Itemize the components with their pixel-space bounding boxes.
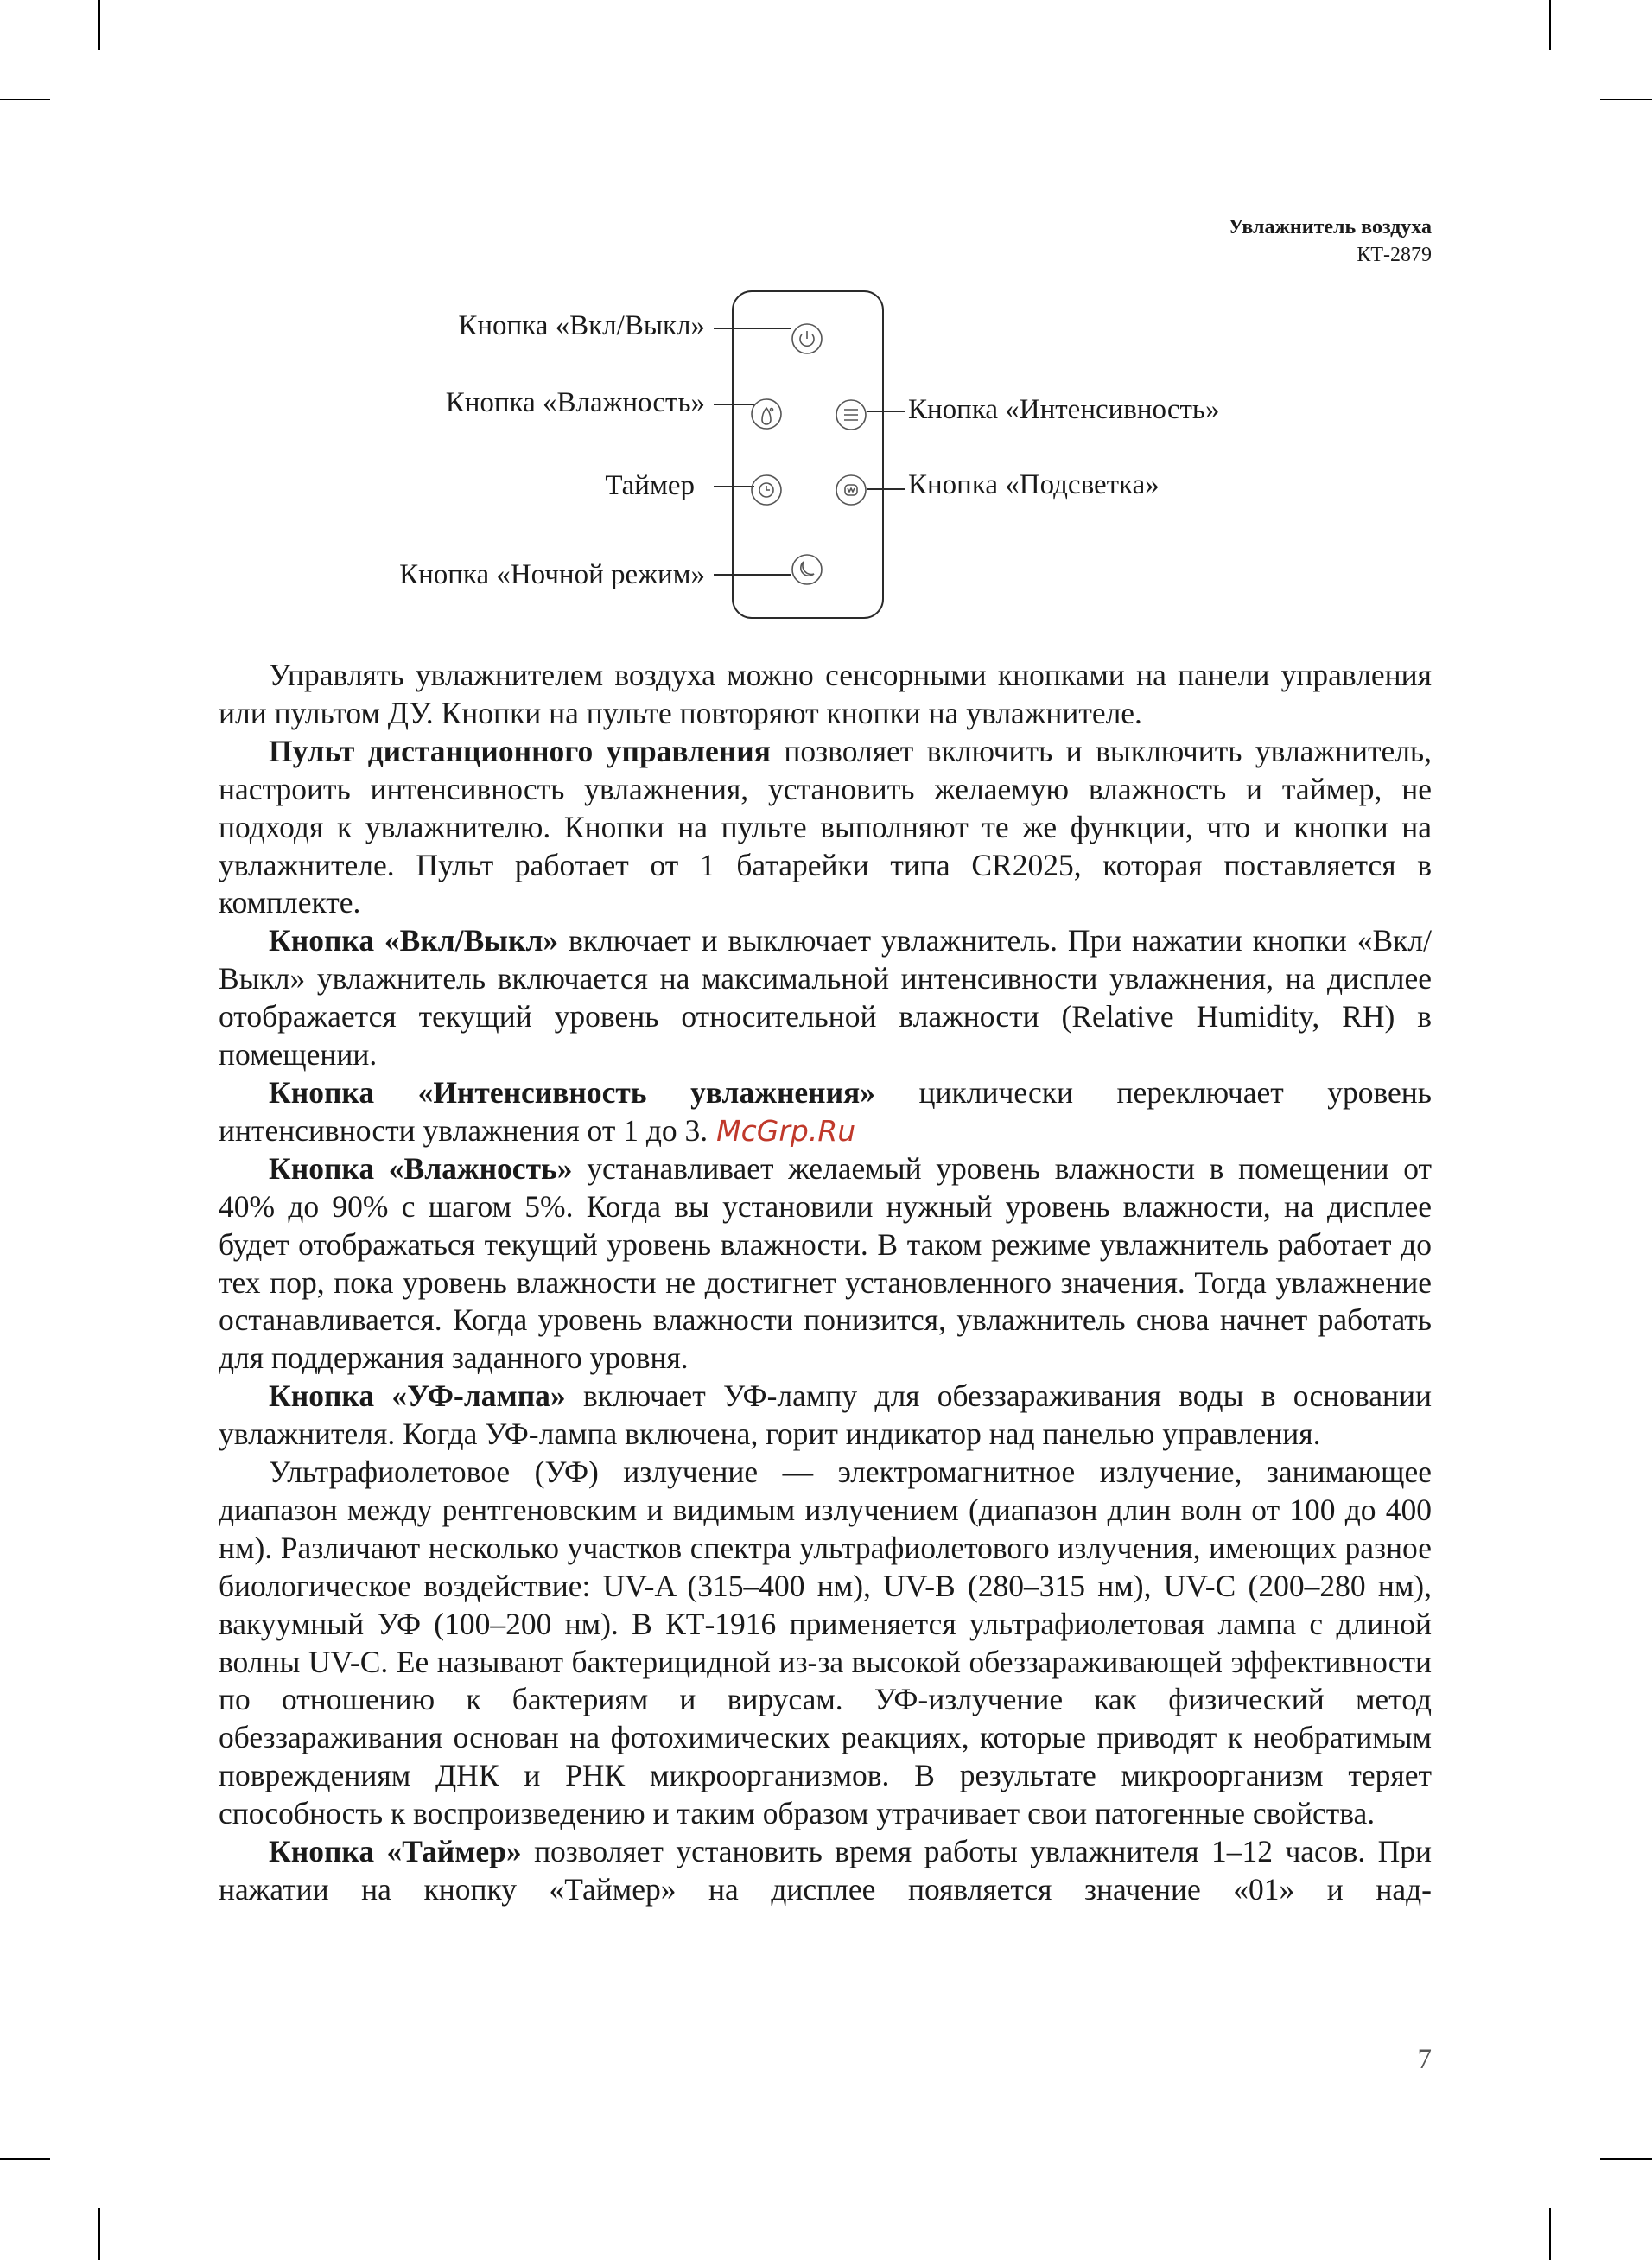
crop-mark [1600,2158,1652,2160]
timer-icon [752,475,781,505]
label-night: Кнопка «Ночной режим» [399,559,705,590]
paragraph: Управлять увлажнителем воздуха можно сенсорными кнопками на панели управления или пультом ДУ. Кнопки на пульте повторяют кнопки на увлажнителе. [219,658,1432,730]
backlight-icon [836,475,866,505]
crop-mark [98,2208,100,2260]
paragraph: Кнопка «Таймер» позволяет установить время работы увлажнителя 1–12 часов. При нажатии на кнопку «Таймер» на дисплее появляется значение «01» и над- [219,1834,1432,1907]
label-intensity: Кнопка «Интенсивность» [908,394,1220,425]
paragraph: Кнопка «Влажность» устанавливает желаемый уровень влажности в помещении от 40% до 90% с шагом 5%. Когда вы установили нужный уровень влажности, на дисплее будет отображаться текущий уровень влажности. В таком режиме увлажнитель работает до тех пор, пока уровень влажности не достигнет установленного значения. Тогда увлажнение останавливается. Когда уровень влажности понизится, увлажнитель снова начнет работать для поддержания заданного уровня. [219,1150,1432,1376]
droplet-percent-icon [752,399,781,429]
paragraph: Кнопка «Интенсивность увлажнения» циклически переключает уровень интенсивности увлажнения от 1 до 3. McGrp.Ru [219,1074,1432,1148]
intensity-icon [836,400,866,430]
watermark-link[interactable]: McGrp.Ru [716,1113,856,1148]
crop-mark [1549,2208,1551,2260]
label-power: Кнопка «Вкл/Выкл» [458,310,705,341]
body-text [219,657,1432,1909]
remote-control-diagram [0,0,1652,640]
remote-body [733,291,883,618]
paragraph: Кнопка «УФ-лампа» включает УФ-лампу для обеззараживания воды в основании увлажнителя. Когда УФ-лампа включена, горит индикатор над панелью управления. [219,1378,1432,1452]
header-model: КТ-2879 [1357,244,1432,266]
page-number: 7 [1417,2044,1432,2075]
power-icon [792,324,822,353]
night-mode-icon [792,555,822,584]
header-title: Увлажнитель воздуха [1228,216,1432,239]
paragraph: Пульт дистанционного управления позволяет включить и выключить увлажнитель, настроить интенсивность увлажнения, установить желаемую влажность и таймер, не подходя к увлажнителю. Кнопки на пульте выполняют те же функции, что и кнопки на увлажнителе. Пульт работает от 1 батарейки типа CR2025, которая поставляется в комплекте. [219,733,1432,920]
paragraph: Ультрафиолетовое (УФ) излучение — электромагнитное излучение, занимающее диапазон между рентгеновским и видимым излучением (диапазон длин волн от 100 до 400 нм). Различают несколько участков спектра ультрафиолетового излучения, имеющих разное биологическое воздействие: UV-A (315–400 нм), UV-B (280–315 нм), UV-C (200–280 нм), вакуумный УФ (100–200 нм). В КТ-1916 применяется ультрафиолетовая лампа с длиной волны UV-C. Ее называют бактерицидной из-за высокой обеззараживающей эффективности по отношению к бактериям и вирусам. УФ-излучение как физический метод обеззараживания основан на фотохимических реакциях, которые приводят к необратимым повреждениям ДНК и РНК микроорганизмов. В результате микроорганизм теряет способность к воспроизведению и таким образом утрачивает свои патогенные свойства. [219,1455,1432,1831]
paragraph: Кнопка «Вкл/Выкл» включает и выключает увлажнитель. При нажатии кнопки «Вкл/Выкл» увлажнитель включается на максимальной интенсивности увлажнения, на дисплее отображается текущий уровень относительной влажности (Relative Humidity, RH) в помещении. [219,923,1432,1073]
label-humidity: Кнопка «Влажность» [445,387,705,418]
label-backlight: Кнопка «Подсветка» [908,469,1160,500]
crop-mark [0,2158,50,2160]
label-timer: Таймер [605,470,695,501]
